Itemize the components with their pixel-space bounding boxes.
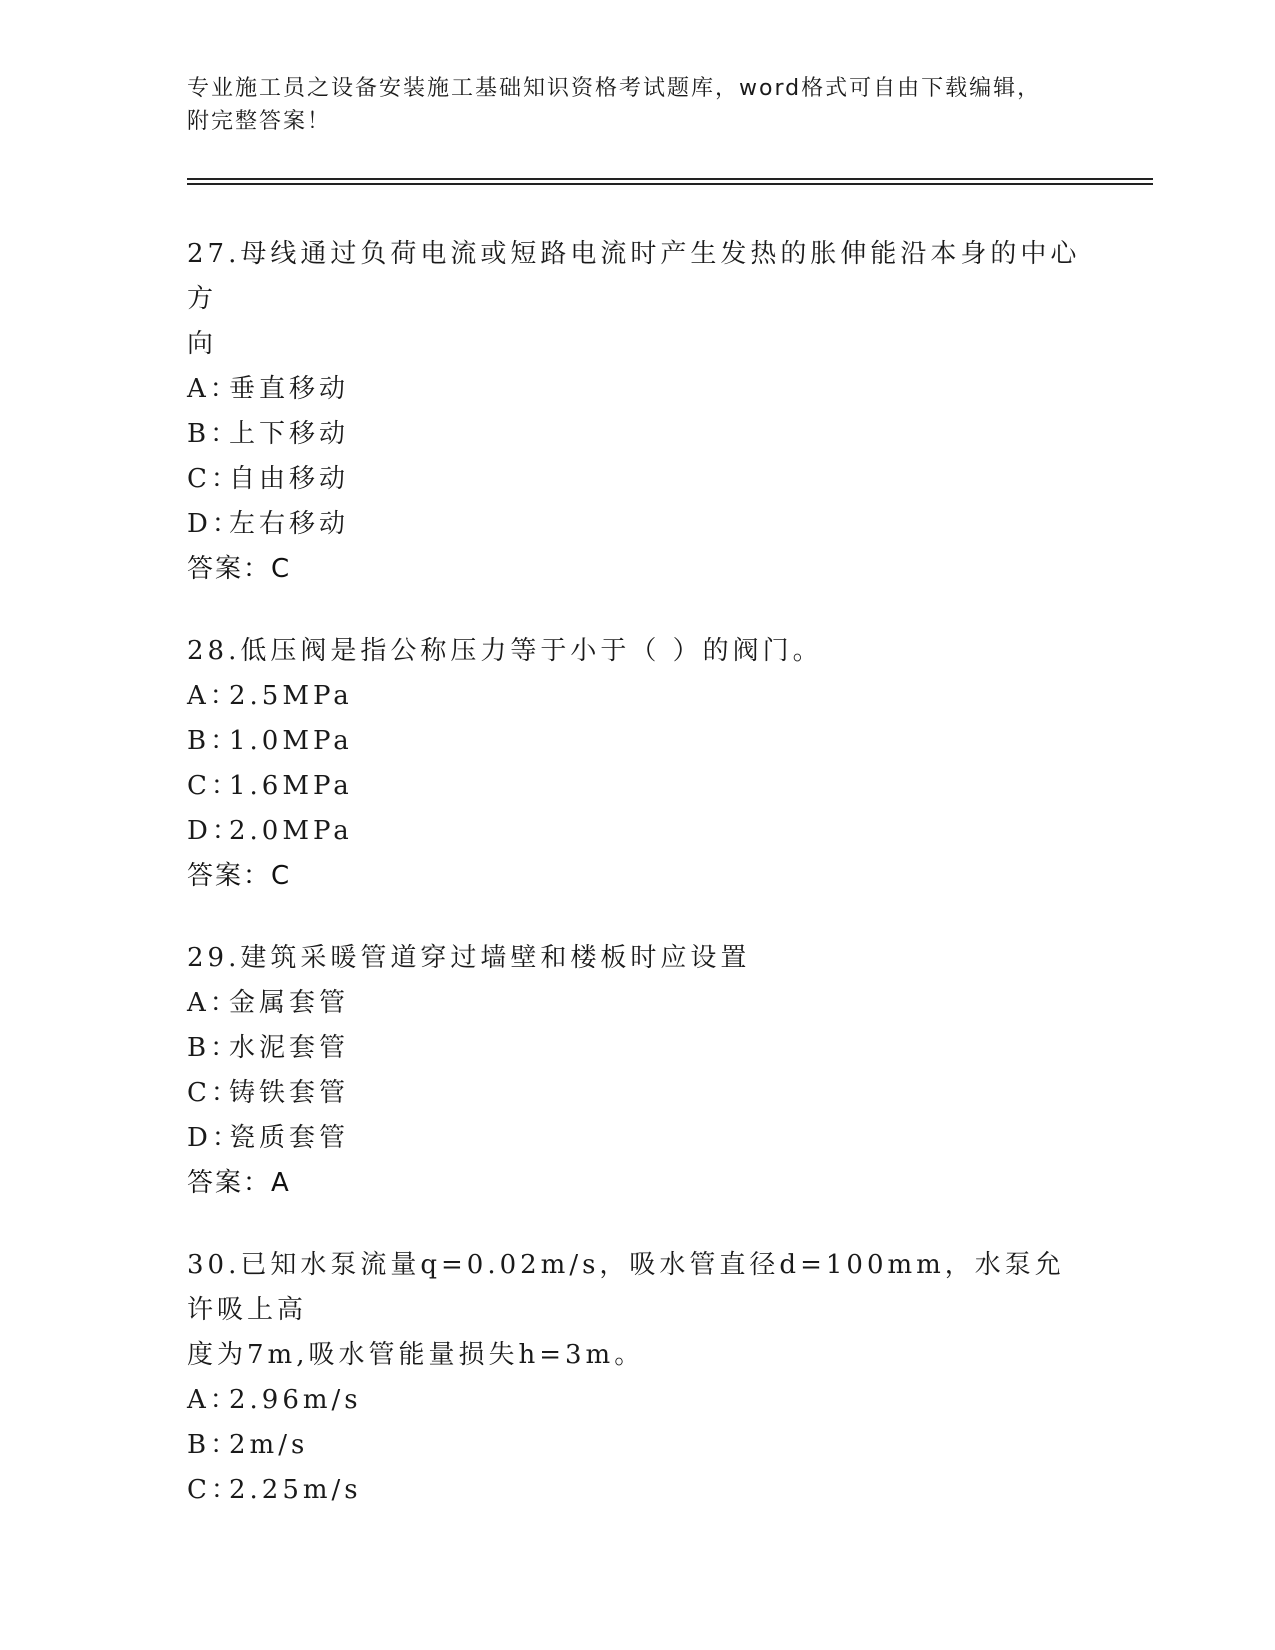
option-text: 垂直移动 [229,374,350,404]
option-key: D： [187,1123,242,1153]
option-b [187,1026,1087,1071]
option-text: 2.25m/s [229,1475,362,1505]
option-text: 1.6MPa [229,771,353,801]
option-key: B： [187,1430,241,1460]
option-c [187,1071,1087,1116]
option-key: A： [187,988,240,1018]
stem-line: 28.低压阀是指公称压力等于小于（ ）的阀门。 [187,636,823,666]
question-30 [187,1243,1087,1513]
option-text: 2.96m/s [229,1385,362,1415]
option-text: 2.0MPa [229,816,353,846]
option-key: C： [187,1475,241,1505]
stem-line: 27.母线通过负荷电流或短路电流时产生发热的胀伸能沿本身的中心方 [187,239,1081,314]
option-key: B： [187,726,241,756]
option-text: 自由移动 [229,464,350,494]
header-divider-top [187,178,1153,180]
option-b [187,412,1087,457]
option-d [187,502,1087,547]
option-c [187,457,1087,502]
option-text: 2m/s [229,1430,309,1460]
option-key: C： [187,771,241,801]
option-text: 2.5MPa [229,681,353,711]
option-text: 上下移动 [229,419,350,449]
option-d [187,809,1087,854]
option-c [187,1468,1087,1513]
option-text: 1.0MPa [229,726,353,756]
question-stem [187,936,1087,981]
option-key: A： [187,681,240,711]
answer-line: 答案：C [187,861,292,891]
option-b [187,1423,1087,1468]
header-line-1: 专业施工员之设备安装施工基础知识资格考试题库，word格式可自由下载编辑， [187,76,1042,101]
header-divider-bottom [187,183,1153,185]
question-29 [187,936,1087,1206]
option-key: D： [187,816,242,846]
option-key: B： [187,419,241,449]
option-a [187,1378,1087,1423]
stem-line: 29.建筑采暖管道穿过墙壁和楼板时应设置 [187,943,751,973]
option-key: A： [187,1385,240,1415]
option-text: 水泥套管 [229,1033,350,1063]
option-a [187,674,1087,719]
document-header [187,72,1087,138]
option-a [187,367,1087,412]
option-key: C： [187,1078,241,1108]
option-key: B： [187,1033,241,1063]
option-text: 左右移动 [229,509,350,539]
option-c [187,764,1087,809]
option-a [187,981,1087,1026]
option-text: 铸铁套管 [229,1078,350,1108]
option-b [187,719,1087,764]
stem-line: 30.已知水泵流量q=0.02m/s，吸水管直径d=100mm，水泵允许吸上高 [187,1250,1065,1325]
option-key: A： [187,374,240,404]
question-28 [187,629,1087,899]
answer-line: 答案：A [187,1168,291,1198]
stem-line: 度为7m,吸水管能量损失h=3m。 [187,1340,645,1370]
option-text: 金属套管 [229,988,350,1018]
answer-line: 答案：C [187,554,292,584]
header-line-2: 附完整答案！ [187,109,332,134]
question-stem [187,1243,1087,1378]
question-27 [187,232,1087,592]
option-key: C： [187,464,241,494]
option-text: 瓷质套管 [229,1123,350,1153]
option-key: D： [187,509,242,539]
question-list [187,232,1087,1550]
stem-line: 向 [187,329,218,359]
question-stem [187,232,1087,367]
option-d [187,1116,1087,1161]
question-stem [187,629,1087,674]
